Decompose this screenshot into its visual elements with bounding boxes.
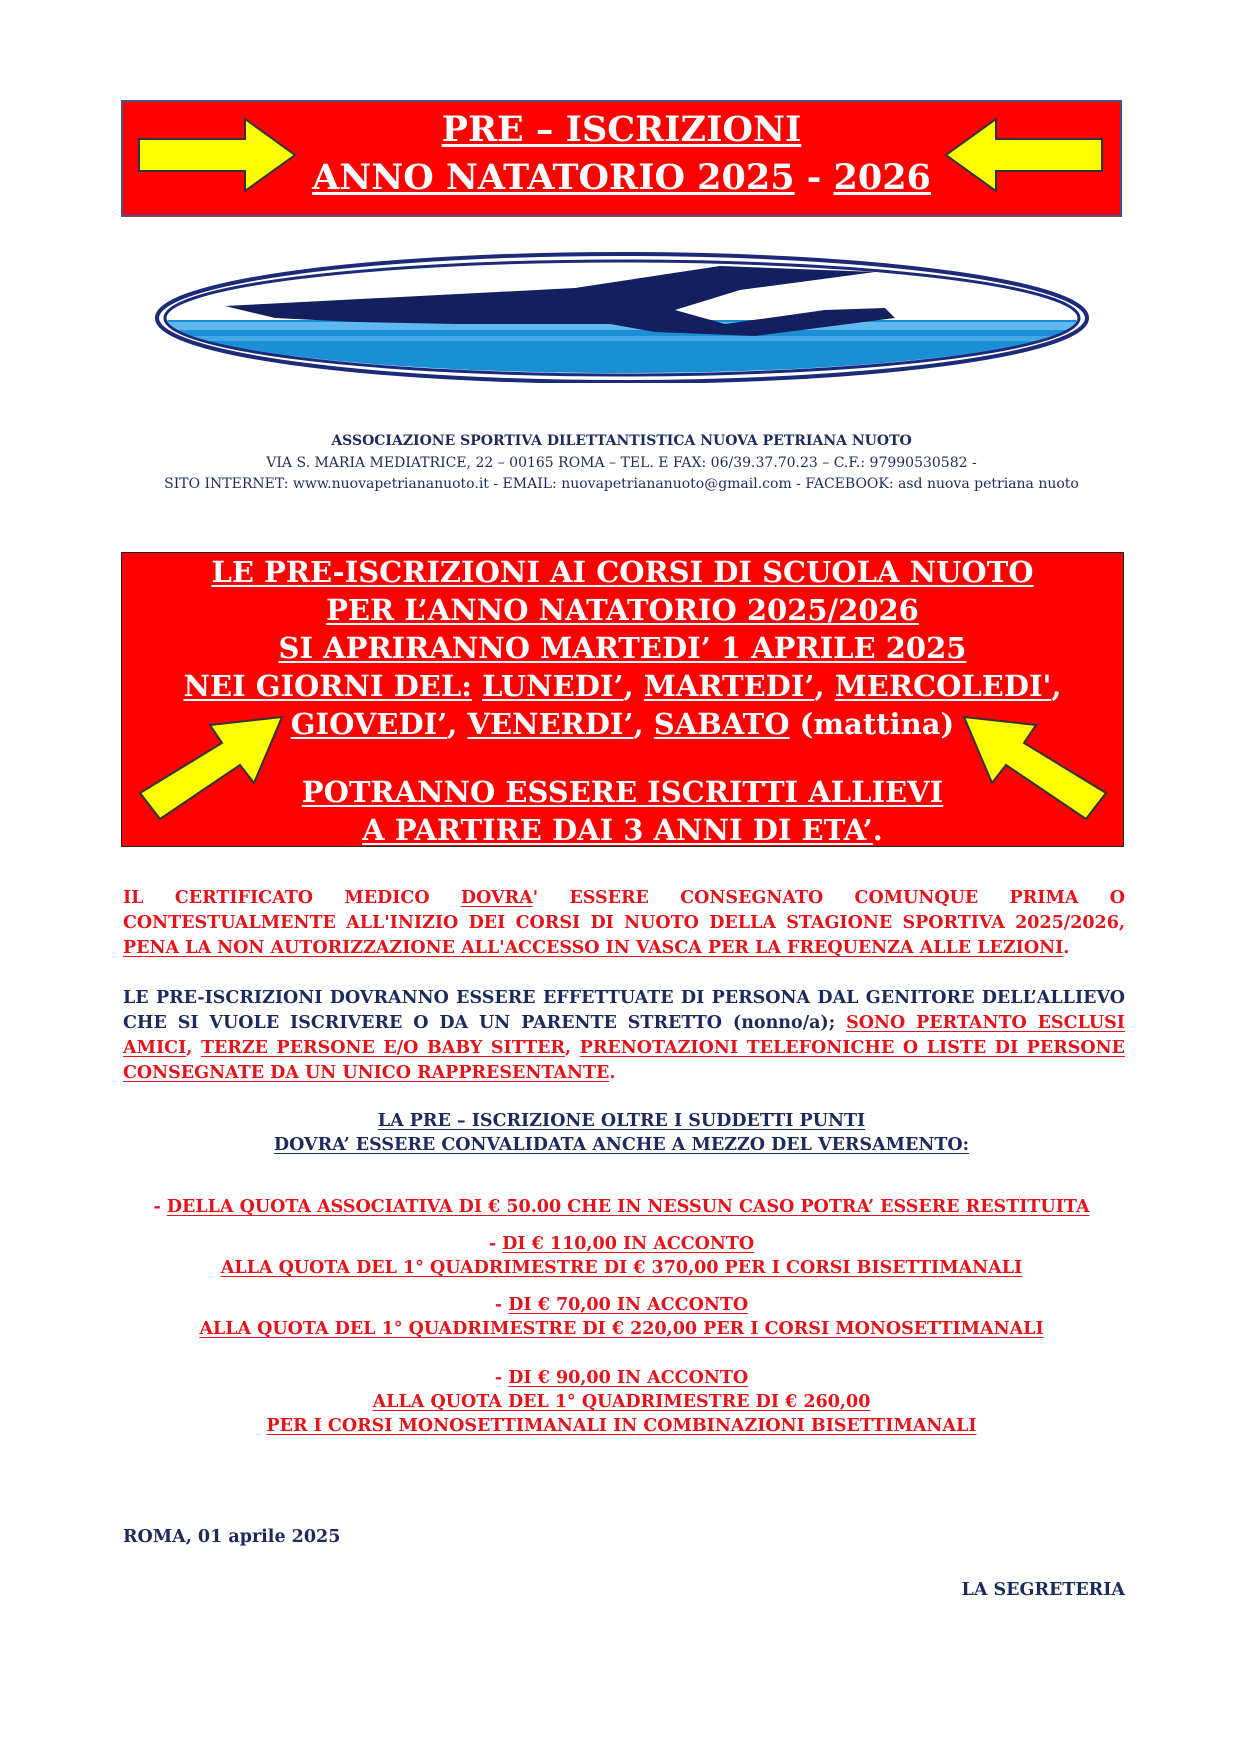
certificate-paragraph: IL CERTIFICATO MEDICO DOVRA' ESSERE CONSEGNATO COMUNQUE PRIMA O CONTESTUALMENTE ALL'INIZIO DEI CORSI DI NUOTO DELLA STAGIONE SPORTIVA 2025/2026, PENA LA NON AUTORIZZAZIONE ALL'ACCESSO IN VASCA PER LA FREQUENZA ALLE LEZIONI. <box>123 888 1125 958</box>
announcement-line-7: A PARTIRE DAI 3 ANNI DI ETA’. <box>362 813 883 847</box>
announcement-line-6: POTRANNO ESSERE ISCRITTI ALLIEVI <box>301 775 944 809</box>
announcement-banner <box>121 552 1124 847</box>
announcement-days-line: NEI GIORNI DEL: LUNEDI’, MARTEDI’, MERCOLEDI', <box>183 669 1062 703</box>
arrow-up-right-icon <box>136 711 286 826</box>
announcement-days-line-2: GIOVEDI’, VENERDI’, SABATO (mattina) <box>290 707 955 741</box>
announcement-line-2: PER L’ANNO NATATORIO 2025/2026 <box>326 593 919 627</box>
association-logo <box>155 248 1090 383</box>
signature: LA SEGRETERIA <box>961 1580 1125 1600</box>
arrow-up-left-icon <box>960 711 1110 826</box>
validation-line-2: DOVRA’ ESSERE CONVALIDATA ANCHE A MEZZO DEL VERSAMENTO: <box>273 1135 970 1155</box>
announcement-line-3: SI APRIRANNO MARTEDI’ 1 APRILE 2025 <box>278 631 967 665</box>
fee-monosettimanali-quota: ALLA QUOTA DEL 1° QUADRIMESTRE DI € 220,00 PER I CORSI MONOSETTIMANALI <box>199 1319 1044 1339</box>
fee-combinazioni-quota: ALLA QUOTA DEL 1° QUADRIMESTRE DI € 260,00 <box>372 1392 871 1412</box>
document-date: ROMA, 01 aprile 2025 <box>123 1527 341 1547</box>
arrow-left-icon <box>944 117 1104 193</box>
fee-combinazioni-courses: PER I CORSI MONOSETTIMANALI IN COMBINAZIONI BISETTIMANALI <box>266 1416 977 1436</box>
rules-paragraph: LE PRE-ISCRIZIONI DOVRANNO ESSERE EFFETTUATE DI PERSONA DAL GENITORE DELL’ALLIEVO CHE SI VUOLE ISCRIVERE O DA UN PARENTE STRETTO (nonno/a); SONO PERTANTO ESCLUSI AMICI, TERZE PERSONE E/O BABY SITTER, PRENOTAZIONI TELEFONICHE O LISTE DI PERSONE CONSEGNATE DA UN UNICO RAPPRESENTANTE. <box>123 988 1125 1083</box>
association-address: VIA S. MARIA MEDIATRICE, 22 – 00165 ROMA – TEL. E FAX: 06/39.37.70.23 – C.F.: 97990530582 - <box>266 455 977 471</box>
association-name: ASSOCIAZIONE SPORTIVA DILETTANTISTICA NUOVA PETRIANA NUOTO <box>331 433 912 449</box>
fee-bisettimanali-deposit: - DI € 110,00 IN ACCONTO <box>488 1234 755 1254</box>
fee-combinazioni-deposit: - DI € 90,00 IN ACCONTO <box>494 1368 749 1388</box>
fee-monosettimanali-deposit: - DI € 70,00 IN ACCONTO <box>494 1295 749 1315</box>
fee-bisettimanali-quota: ALLA QUOTA DEL 1° QUADRIMESTRE DI € 370,00 PER I CORSI BISETTIMANALI <box>220 1258 1023 1278</box>
title-line-2: ANNO NATATORIO 2025 - 2026 <box>312 157 931 198</box>
validation-line-1: LA PRE – ISCRIZIONE OLTRE I SUDDETTI PUNTI <box>377 1111 866 1131</box>
announcement-line-1: LE PRE-ISCRIZIONI AI CORSI DI SCUOLA NUOTO <box>211 555 1034 589</box>
fee-association: - DELLA QUOTA ASSOCIATIVA DI € 50.00 CHE IN NESSUN CASO POTRA’ ESSERE RESTITUITA <box>153 1197 1090 1217</box>
association-contacts: SITO INTERNET: www.nuovapetriananuoto.it - EMAIL: nuovapetriananuoto@gmail.com - FACEBOOK: asd nuova petriana nuoto <box>164 476 1079 492</box>
title-line-1: PRE – ISCRIZIONI <box>441 109 802 150</box>
title-banner <box>121 100 1122 217</box>
